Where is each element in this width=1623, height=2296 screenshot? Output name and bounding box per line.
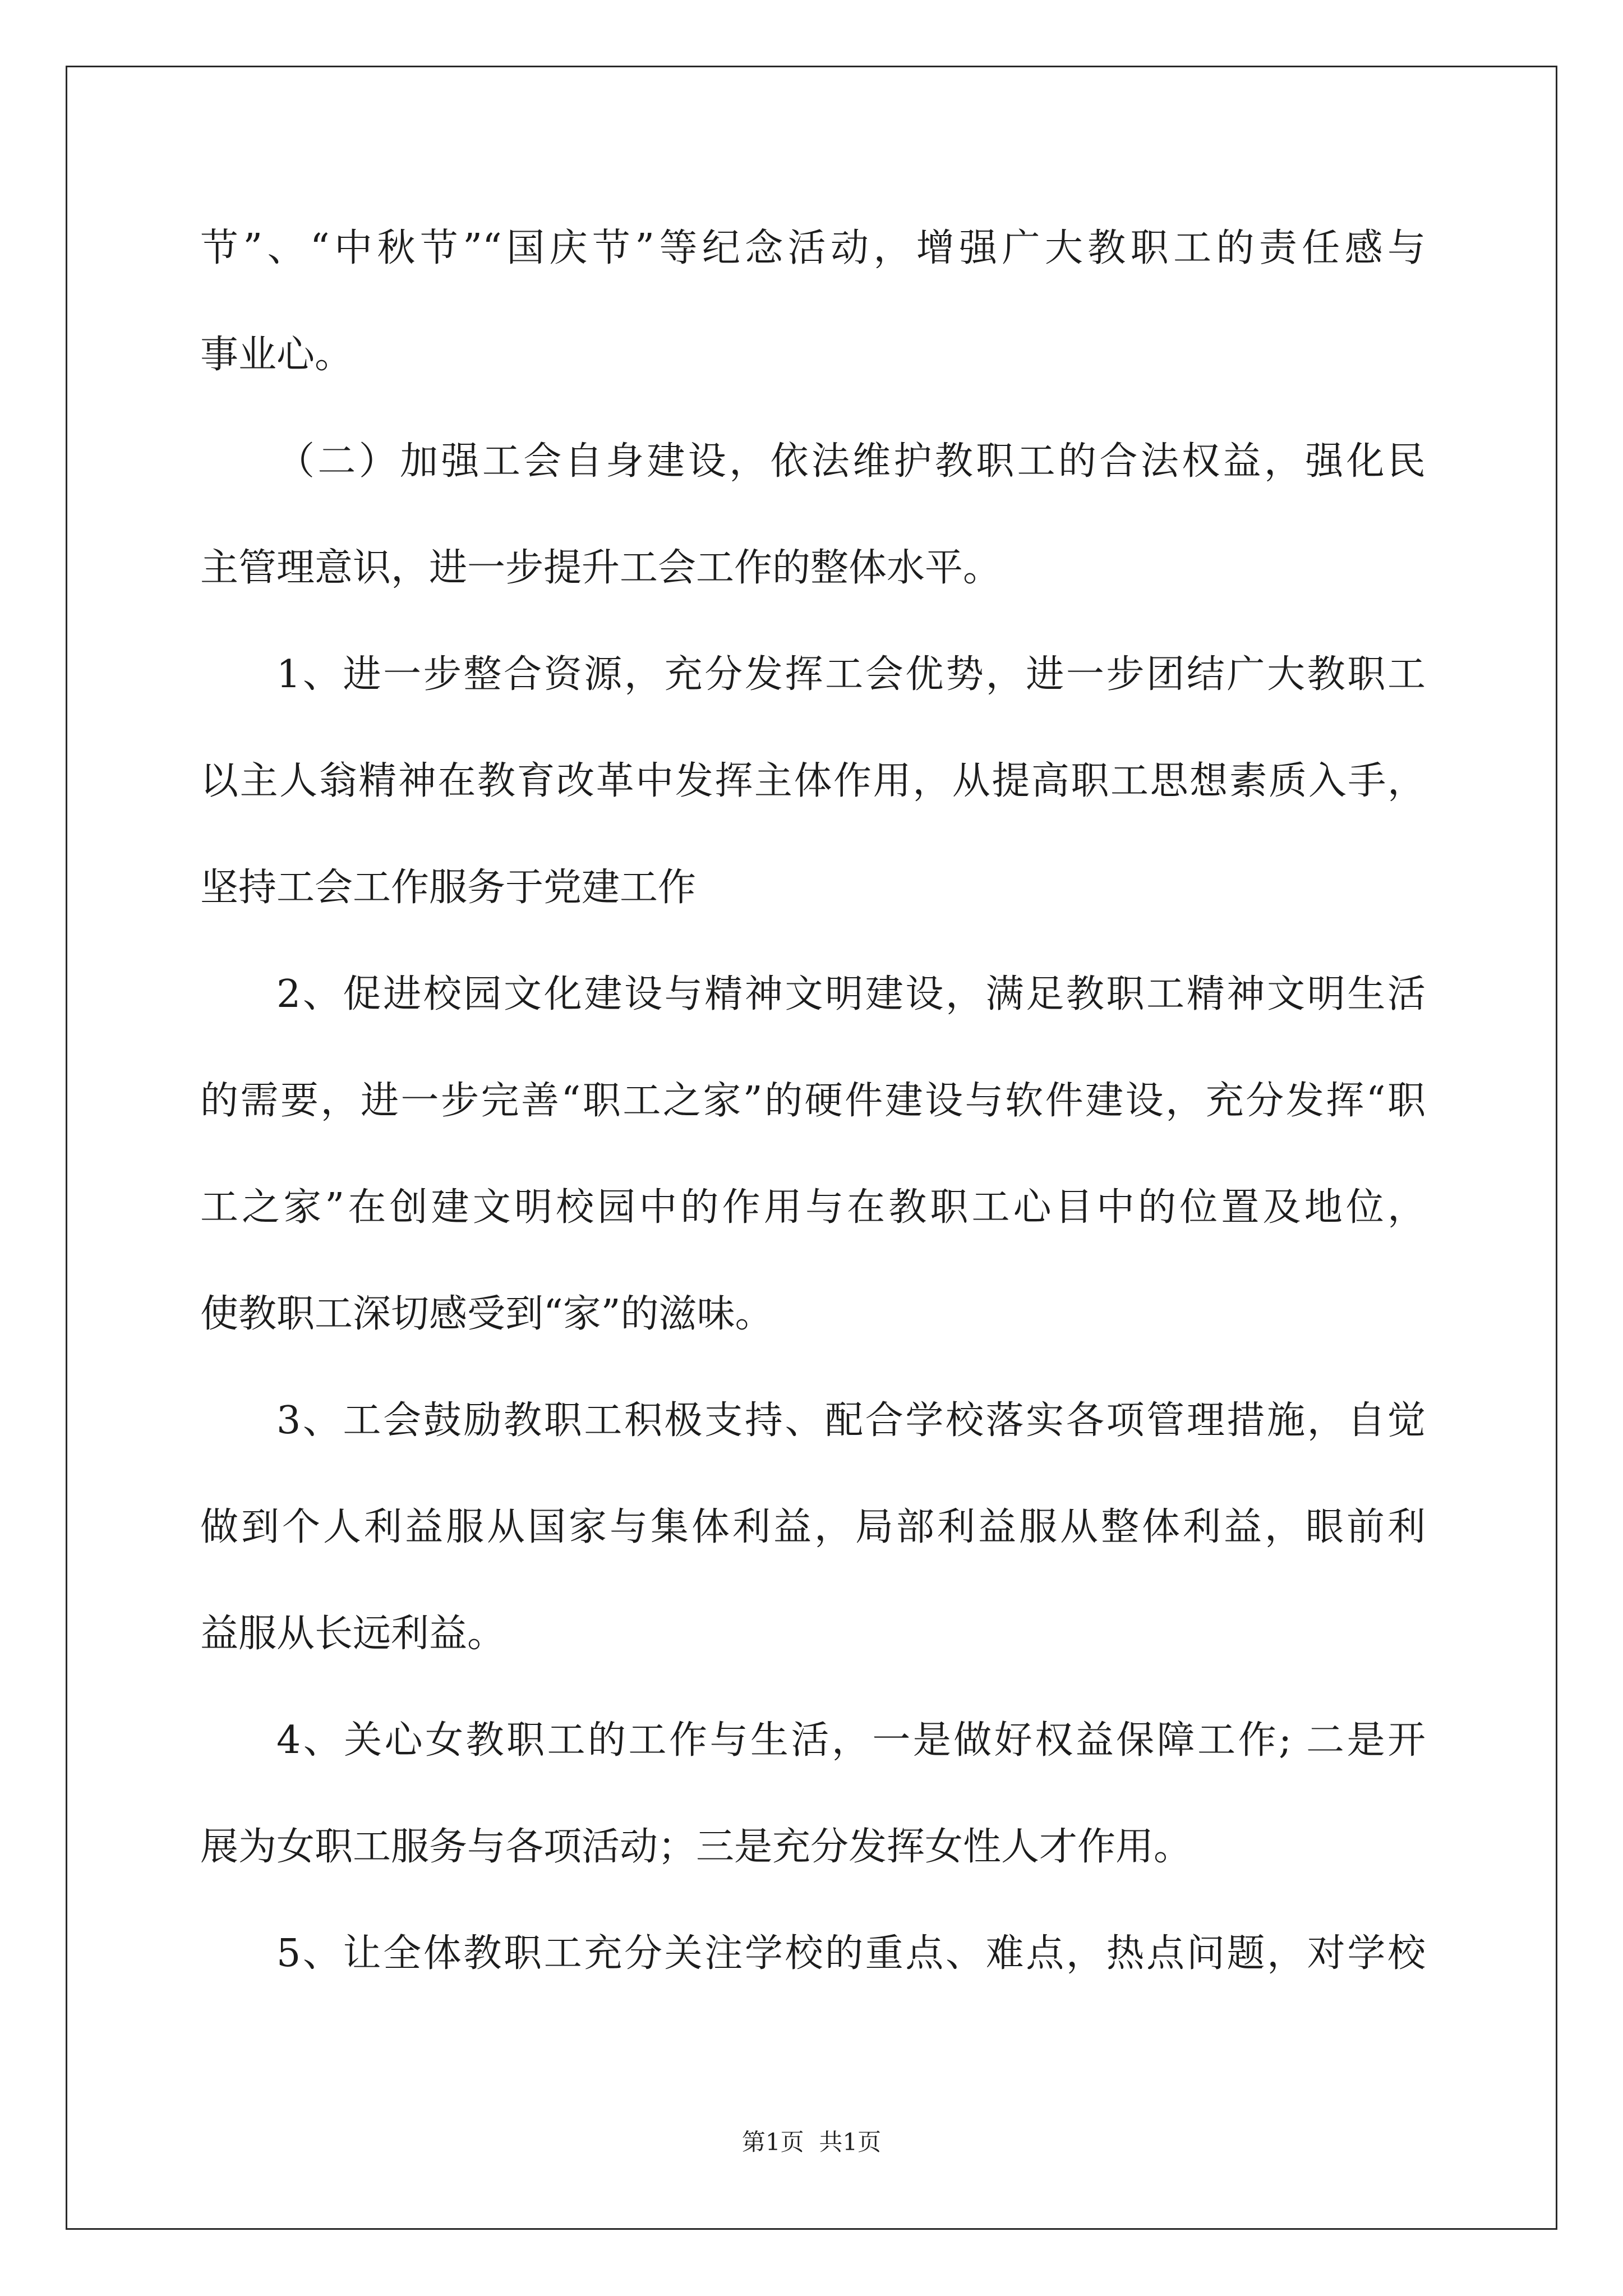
text-line: 坚持工会工作服务于党建工作	[200, 866, 697, 910]
paragraph-section-2	[200, 408, 1426, 622]
text-line: 主管理意识，进一步提升工会工作的整体水平。	[200, 546, 1002, 590]
list-item-line: 4、关心女教职工的工作与生活，一是做好权益保障工作; 二是开	[276, 1718, 1426, 1763]
paragraph-item-5	[200, 1901, 1426, 2007]
text-line: 使教职工深切感受到“家”的滋味。	[200, 1292, 773, 1336]
paragraph-item-2	[200, 941, 1426, 1368]
page-footer: 第1页 共1页	[741, 2128, 882, 2156]
text-line: 以主人翁精神在教育改革中发挥主体作用，从提高职工思想素质入手，	[200, 759, 1426, 803]
list-item-line: 3、工会鼓励教职工积极支持、配合学校落实各项管理措施，自觉	[276, 1398, 1426, 1443]
list-item-line: 1、进一步整合资源，充分发挥工会优势，进一步团结广大教职工	[276, 652, 1426, 697]
list-item-line: 2、促进校园文化建设与精神文明建设，满足教职工精神文明生活	[276, 972, 1426, 1016]
text-line: 事业心。	[200, 333, 353, 377]
list-item-line: 5、让全体教职工充分关注学校的重点、难点，热点问题，对学校	[276, 1931, 1426, 1976]
paragraph-item-3	[200, 1368, 1426, 1687]
text-line: 益服从长远利益。	[200, 1612, 506, 1656]
paragraph-item-1	[200, 622, 1426, 941]
text-line: 展为女职工服务与各项活动；三是充分发挥女性人才作用。	[200, 1825, 1192, 1869]
paragraph-item-4	[200, 1687, 1426, 1901]
text-line: 做到个人利益服从国家与集体利益，局部利益服从整体利益，眼前利	[200, 1505, 1426, 1549]
document-body	[200, 195, 1426, 2007]
text-line: 节”、“中秋节”“国庆节”等纪念活动，增强广大教职工的责任感与	[200, 226, 1426, 270]
paragraph-continued	[200, 195, 1426, 408]
text-line: 工之家”在创建文明校园中的作用与在教职工心目中的位置及地位，	[200, 1185, 1426, 1230]
section-heading-line: （二）加强工会自身建设，依法维护教职工的合法权益，强化民	[276, 439, 1426, 484]
text-line: 的需要，进一步完善“职工之家”的硬件建设与软件建设，充分发挥“职	[200, 1079, 1426, 1123]
